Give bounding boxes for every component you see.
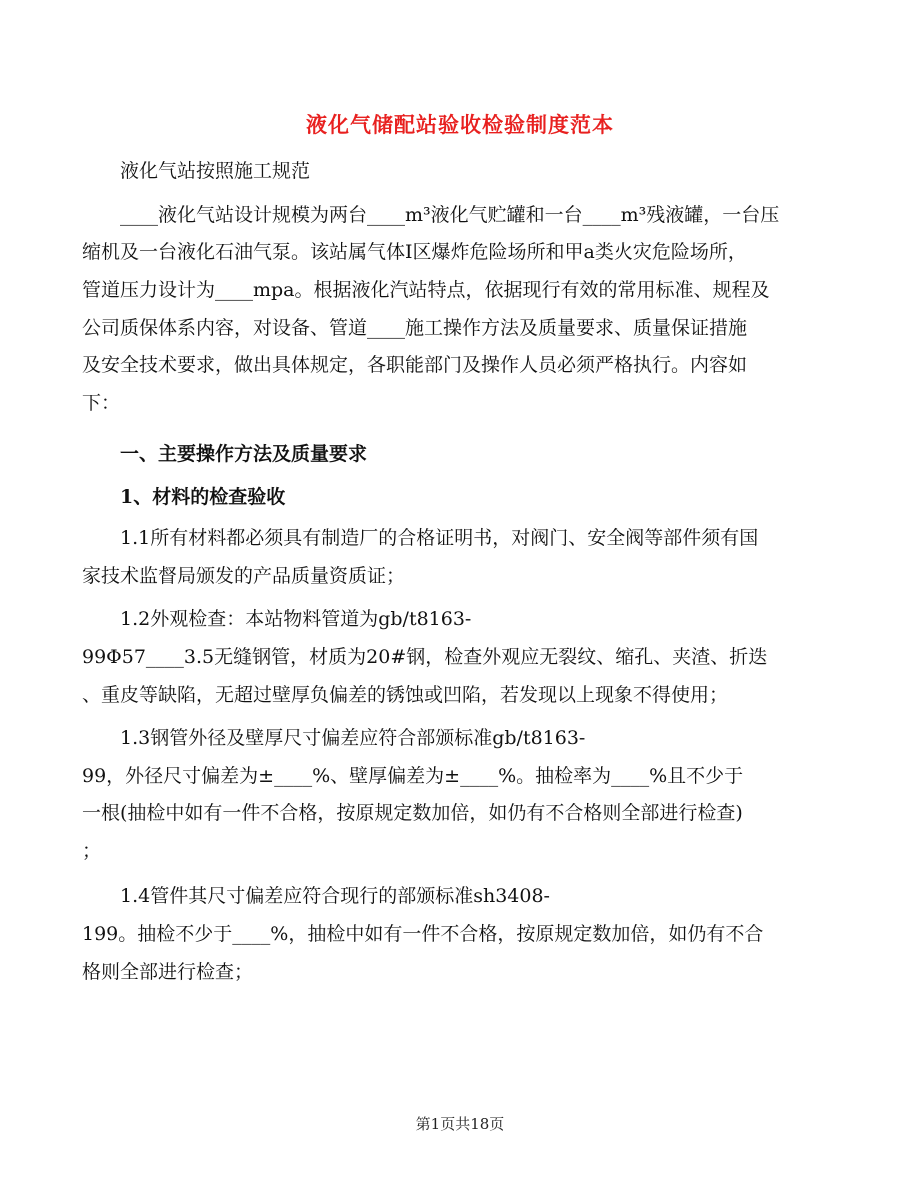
paragraph-line: 公司质保体系内容，对设备、管道____施工操作方法及质量要求、质量保证措施 xyxy=(82,317,748,339)
paragraph-line: 1.2外观检查：本站物料管道为gb/t8163- xyxy=(120,608,472,630)
paragraph-line: 1.1所有材料都必须具有制造厂的合格证明书，对阀门、安全阀等部件须有国 xyxy=(120,527,759,549)
subtitle-line: 液化气站按照施工规范 xyxy=(120,160,311,182)
paragraph-line: 一根(抽检中如有一件不合格，按原规定数加倍，如仍有不合格则全部进行检查) xyxy=(82,802,743,824)
paragraph-line: 下： xyxy=(82,392,121,414)
paragraph-line: 及安全技术要求，做出具体规定，各职能部门及操作人员必须严格执行。内容如 xyxy=(82,354,748,376)
paragraph-line: 1.3钢管外径及壁厚尺寸偏差应符合部颁标准gb/t8163- xyxy=(120,727,586,749)
paragraph-line: 缩机及一台液化石油气泵。该站属气体Ⅰ区爆炸危险场所和甲a类火灾危险场所， xyxy=(82,241,747,263)
paragraph-line: 、重皮等缺陷，无超过壁厚负偏差的锈蚀或凹陷，若发现以上现象不得使用； xyxy=(82,684,729,706)
paragraph-line: 管道压力设计为____mpa。根据液化汽站特点，依据现行有效的常用标准、规程及 xyxy=(82,279,770,301)
paragraph-line: 99Φ57____3.5无缝钢管，材质为20#钢，检查外观应无裂纹、缩孔、夹渣、折迭 xyxy=(82,646,768,668)
page-number: 第1页共18页 xyxy=(415,1115,505,1133)
subsection-heading: 1、材料的检查验收 xyxy=(120,486,286,508)
paragraph-line: 99，外径尺寸偏差为±____%、壁厚偏差为±____%。抽检率为____%且不少于 xyxy=(82,765,744,787)
paragraph-line: 家技术监督局颁发的产品质量资质证； xyxy=(82,565,406,587)
paragraph-line: 格则全部进行检查； xyxy=(82,961,254,983)
section-heading: 一、主要操作方法及质量要求 xyxy=(120,443,368,465)
paragraph-line: 199。抽检不少于____%，抽检中如有一件不合格，按原规定数加倍，如仍有不合 xyxy=(82,923,764,945)
paragraph-line: ____液化气站设计规模为两台____m³液化气贮罐和一台____m³残液罐，一台压 xyxy=(120,204,780,226)
document-title: 液化气储配站验收检验制度范本 xyxy=(306,112,614,137)
paragraph-line: 1.4管件其尺寸偏差应符合现行的部颁标准sh3408- xyxy=(120,885,550,907)
paragraph-line: ； xyxy=(82,840,102,862)
